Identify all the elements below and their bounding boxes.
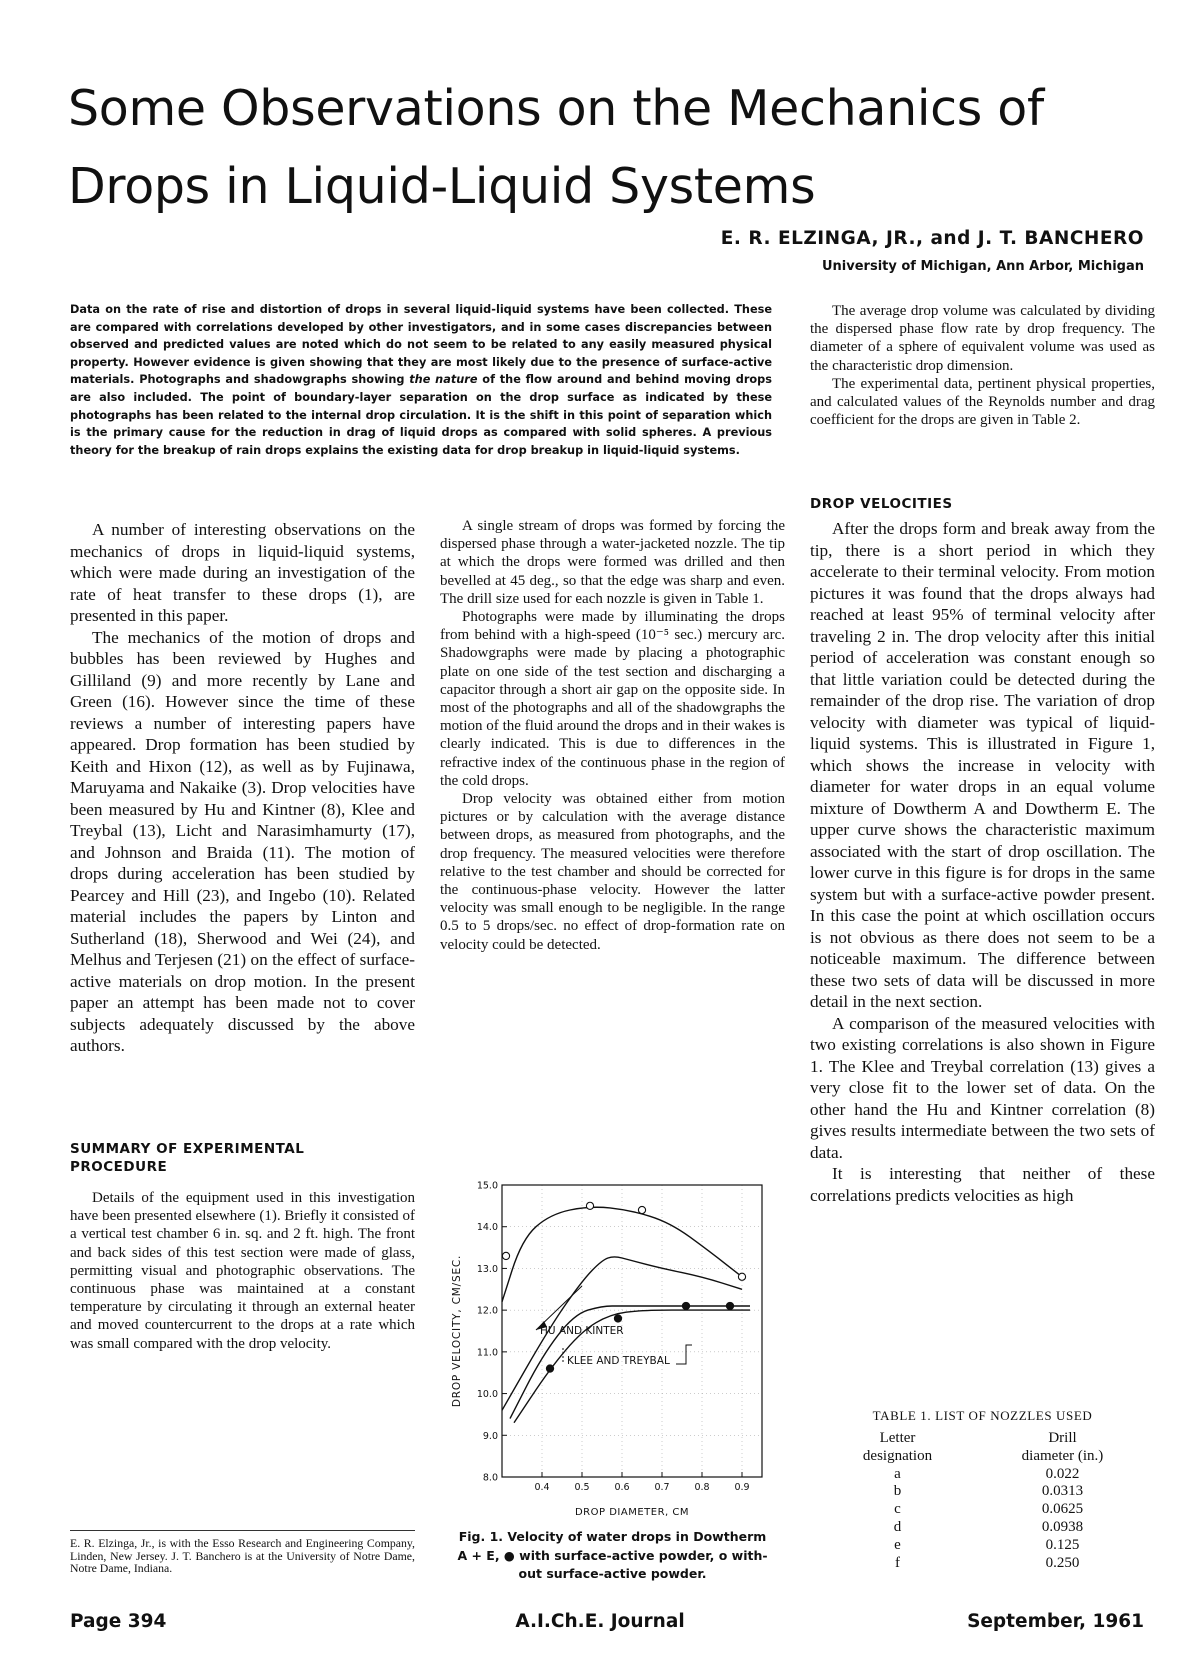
col3-paragraph-5: It is interesting that neither of these correlations predicts velocities as high: [810, 1164, 1155, 1205]
author-footnote: E. R. Elzinga, Jr., is with the Esso Research and Engineering Company, Linden, New Jersey. J. T. Banchero is at the University of Notre Dame, Notre Dame, Indiana.: [70, 1536, 415, 1575]
x-tick-label: 0.7: [654, 1482, 670, 1493]
x-tick-label: 0.5: [574, 1482, 590, 1493]
col3-paragraph-1: The average drop volume was calculated by dividing the dispersed phase flow rate by drop frequency. The diameter of a sphere of equivalent volume was used as the characteristic drop dimension.: [810, 303, 1155, 374]
table-row: [820, 1466, 1150, 1484]
x-tick-label: 0.8: [694, 1482, 710, 1493]
figure-1-caption: [440, 1528, 785, 1584]
header-letter-line-2: designation: [862, 1447, 933, 1464]
y-tick-label: 9.0: [482, 1430, 498, 1442]
table-cell-letter: f: [895, 1554, 900, 1571]
header-diameter-line-2: diameter (in.): [1021, 1447, 1104, 1464]
table-cell-letter: d: [893, 1518, 902, 1535]
figure-1-chart: [440, 1175, 785, 1520]
klee-treybal-bracket: [676, 1345, 692, 1364]
header-diameter-line-1: Drill: [1048, 1430, 1077, 1446]
footer-journal: A.I.Ch.E. Journal: [515, 1611, 685, 1632]
y-tick-labels: [477, 1181, 498, 1484]
column-3-top: [810, 302, 1155, 429]
table-header-diameter: [975, 1430, 1150, 1466]
col2-paragraph-3: Drop velocity was obtained either from motion pictures or by calculation with the average distance between drops, as measured from photographs, and the drop frequency. The measured velocities were therefore relative to the test chamber and should be corrected for the continuous-phase velocity. However the latter velocity was small enough to be negligible. In the range 0.5 to 5 drops/sec. no effect of drop-formation rate on velocity could be detected.: [440, 791, 785, 953]
x-axis-label: DROP DIAMETER, CM: [574, 1507, 690, 1518]
x-tick-label: 0.4: [534, 1482, 550, 1493]
data-point-open: [502, 1252, 509, 1259]
col3-paragraph-3: After the drops form and break away from the tip, there is a short period in which they accelerate to their terminal velocity. From motion pictures it was found that the drops always had reached at least 95% of terminal velocity after traveling 2 in. The drop velocity after this initial period of acceleration was constant enough so that little variation could be detected during the remainder of the drop rise. The variation of drop velocity with diameter was typical of liquid-liquid systems. This is illustrated in Figure 1, which shows the increase in velocity with diameter for water drops in an equal volume mixture of Dowtherm A and Dowtherm E. The upper curve shows the characteristic maximum associated with the start of drop oscillation. The lower curve in this figure is for drops in the same system but with a surface-active powder present. In this case the point at which oscillation occurs is not obvious as there does not seem to be a noticeable maximum. The difference between these two sets of data will be discussed in more detail in the next section.: [810, 519, 1155, 1011]
title-line-1: Some Observations on the Mechanics of: [68, 80, 1044, 137]
table-cell-diameter: 0.0625: [1041, 1501, 1084, 1518]
column-3-velocities: [810, 518, 1155, 1206]
table-cell-letter: c: [894, 1501, 901, 1518]
y-tick-label: 8.0: [482, 1472, 498, 1484]
caption-line-3: out surface-active powder.: [518, 1566, 707, 1581]
abstract-part-1: Data on the rate of rise and distortion of drops in several liquid-liquid systems have been collected. These are compared with correlations developed by other investigators, and in some cases discrepancies between observed and predicted values are noted which do not seem to be related to any easily measured physical property. However evidence is given showing that they are most likely due to the presence of surface-active materials. Photographs and shadowgraphs showing: [70, 303, 772, 387]
col1-paragraph-3: Details of the equipment used in this investigation have been presented elsewhere (1). Briefly it consisted of a vertical test chamber 6 in. sq. and 2 ft. high. The front and back sides of this test section were made of glass, permitting visual and photographic observations. The continuous phase was maintained at a constant temperature by circulating it through an external heater and moved countercurrent to the drops at a rate which was small compared with the drop velocity.: [70, 1190, 415, 1352]
table-cell-diameter: 0.0938: [1041, 1518, 1084, 1535]
column-2-text: [440, 517, 785, 954]
data-point-filled: [546, 1365, 553, 1372]
y-tick-label: 15.0: [476, 1180, 498, 1192]
heading-line-1: SUMMARY OF EXPERIMENTAL: [70, 1141, 305, 1157]
table-row: [820, 1519, 1150, 1537]
table-cell-diameter: 0.0313: [1041, 1483, 1084, 1500]
col2-paragraph-2: Photographs were made by illuminating the drops from behind with a high-speed (10⁻⁵ sec.) mercury arc. Shadowgraphs were made by placing a photographic plate on one side of the test section and discharging a capacitor through a short air gap on the opposite side. In most of the photographs and all of the shadowgraphs the motion of the fluid around the drops and in their wakes is clearly indicated. This is due to differences in the refractive index of the continuous phase in the region of the cold drops.: [440, 609, 785, 789]
data-point-open: [638, 1206, 645, 1213]
abstract-italic: the nature: [409, 373, 478, 387]
authors: E. R. ELZINGA, JR., and J. T. BANCHERO: [720, 228, 1144, 249]
header-letter-line-1: Letter: [879, 1430, 916, 1446]
affiliation: University of Michigan, Ann Arbor, Michigan: [821, 259, 1144, 274]
col1-paragraph-2: The mechanics of the motion of drops and bubbles has been reviewed by Hughes and Gilliland (9) and more recently by Lane and Green (16). However since the time of these reviews a number of interesting papers have appeared. Drop formation has been studied by Keith and Hixon (12), as well as by Fujinawa, Maruyama and Nakaike (3). Drop velocities have been measured by Hu and Kintner (8), Klee and Treybal (13), Licht and Narasimhamurty (17), and Johnson and Braida (11). The motion of drops during acceleration has been studied by Pearcey and Hill (23), and Ingebo (10). Related material includes the papers by Linton and Sutherland (18), Sherwood and Wei (24), and Melhus and Terjesen (21) on the effect of surface-active materials on drop motion. In the present paper an attempt has been made not to cover subjects adequately discussed by the above authors.: [70, 627, 415, 1055]
paper-title: [68, 70, 1148, 226]
table-row: [820, 1501, 1150, 1519]
heading-line-2: PROCEDURE: [70, 1159, 168, 1175]
y-tick-label: 11.0: [476, 1347, 498, 1359]
section-heading-procedure: [70, 1140, 415, 1176]
table-cell-letter: a: [894, 1465, 901, 1482]
annotation-hu-kinter: [536, 1286, 624, 1337]
y-tick-label: 13.0: [476, 1263, 498, 1275]
table-header-letter: [820, 1430, 975, 1466]
data-point-filled: [682, 1302, 689, 1309]
x-tick-label: 0.9: [734, 1482, 750, 1493]
x-tick-label: 0.6: [614, 1482, 630, 1493]
table-row: [820, 1555, 1150, 1573]
col3-paragraph-2: The experimental data, pertinent physical properties, and calculated values of the Reynolds number and drag coefficient for the drops are given in Table 2.: [810, 375, 1155, 429]
y-tick-label: 14.0: [476, 1222, 498, 1234]
caption-line-2: A + E, ● with surface-active powder, o with-: [457, 1547, 768, 1563]
col2-paragraph-1: A single stream of drops was formed by forcing the dispersed phase through a water-jacketed nozzle. The tip at which the drops were formed was drilled and then bevelled at 45 deg., so that the edge was sharp and even. The drill size used for each nozzle is given in Table 1.: [440, 518, 785, 607]
column-1-intro: [70, 519, 415, 1057]
data-point-open: [586, 1202, 593, 1209]
abstract: [70, 301, 772, 459]
footnote-rule: [70, 1530, 415, 1531]
abstract-part-2: of the flow around and behind moving drops are also included. The point of boundary-layer separation on the drop surface as indicated by these photographs has been related to the internal drop circulation. It is the shift in this point of separation which is the primary cause for the reduction in drag of liquid drops as compared with solid spheres. A previous theory for the breakup of rain drops explains the existing data for drop breakup in liquid-liquid systems.: [70, 373, 772, 457]
table-cell-diameter: 0.022: [1045, 1465, 1080, 1482]
table-cell-letter: e: [894, 1536, 901, 1553]
col3-paragraph-4: A comparison of the measured velocities with two existing correlations is also shown in Figure 1. The Klee and Treybal correlation (13) gives a very close fit to the lower set of data. On the other hand the Hu and Kintner correlation (8) gives results intermediate between the two sets of data.: [810, 1013, 1155, 1162]
chart-curves: [502, 1207, 750, 1423]
table-cell-diameter: 0.250: [1045, 1554, 1080, 1571]
title-line-2: Drops in Liquid-Liquid Systems: [68, 158, 816, 215]
column-1-procedure: [70, 1189, 415, 1353]
table-cell-diameter: 0.125: [1045, 1536, 1080, 1553]
y-tick-label: 10.0: [476, 1389, 498, 1401]
x-tick-labels: [534, 1482, 749, 1493]
data-point-filled: [614, 1315, 621, 1322]
col1-paragraph-1: A number of interesting observations on the mechanics of drops in liquid-liquid systems, which were made during an investigation of the rate of heat transfer to these drops (1), are presented in this paper.: [70, 520, 415, 625]
table-cell-letter: b: [893, 1483, 902, 1500]
footer-page-number: Page 394: [70, 1611, 167, 1632]
table-1: [820, 1430, 1150, 1572]
caption-line-1: Fig. 1. Velocity of water drops in Dowtherm: [458, 1529, 767, 1544]
y-axis-label: DROP VELOCITY, CM/SEC.: [451, 1254, 463, 1408]
annotation-label-hu-kinter: HU AND KINTER: [540, 1325, 624, 1337]
footer-date: September, 1961: [967, 1611, 1144, 1632]
table-1-title: TABLE 1. LIST OF NOZZLES USED: [872, 1408, 1093, 1423]
data-point-open: [738, 1273, 745, 1280]
section-heading-drop-velocities: DROP VELOCITIES: [810, 496, 953, 512]
y-tick-label: 12.0: [476, 1305, 498, 1317]
table-row: [820, 1537, 1150, 1555]
data-point-filled: [726, 1302, 733, 1309]
annotation-klee-treybal: [563, 1345, 692, 1367]
table-row: [820, 1483, 1150, 1501]
annotation-label-klee-treybal: KLEE AND TREYBAL: [567, 1355, 670, 1367]
